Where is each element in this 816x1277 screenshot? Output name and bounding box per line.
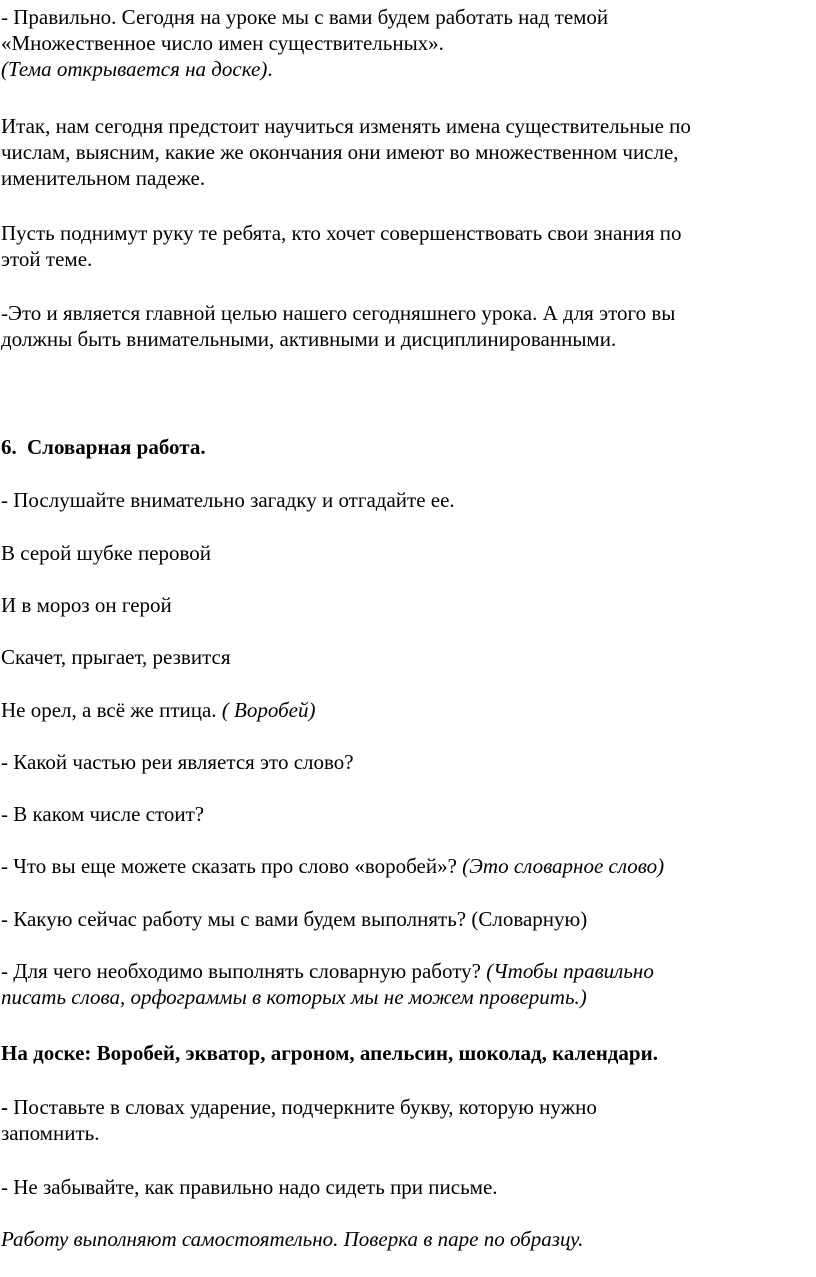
text-line: числам, выясним, какие же окончания они имеют во множественном числе,: [1, 140, 679, 164]
text-line: этой теме.: [1, 247, 93, 271]
riddle-line: Не орел, а всё же птица.: [1, 698, 217, 722]
riddle-last-line: [1, 697, 813, 723]
answer: (Чтобы правильно: [486, 959, 654, 983]
riddle-intro: - Послушайте внимательно загадку и отгадайте ее.: [1, 488, 455, 512]
posture-reminder: - Не забывайте, как правильно надо сидеть при письме.: [1, 1175, 498, 1199]
question: - В каком числе стоит?: [1, 802, 205, 826]
board-note-tail: .: [267, 57, 273, 81]
text-line: [1, 958, 813, 984]
riddle-line: В серой шубке перовой: [1, 541, 212, 565]
riddle-answer: ( Воробей): [221, 698, 316, 722]
section-heading: [1, 434, 813, 460]
answer: писать слова, орфограммы в которых мы не можем проверить.): [1, 985, 587, 1009]
question: - Какую сейчас работу мы с вами будем выполнять? (Словарную): [1, 907, 588, 931]
riddle-line: И в мороз он герой: [1, 593, 172, 617]
text-line: Итак, нам сегодня предстоит научиться изменять имена существительные по: [1, 114, 691, 138]
text-line: «Множественное число имен существительных».: [1, 31, 444, 55]
question: - Для чего необходимо выполнять словарную работу?: [1, 959, 481, 983]
text-line: -Это и является главной целью нашего сегодняшнего урока. А для этого вы: [1, 301, 676, 325]
board-note: (Тема открывается на доске): [1, 57, 268, 81]
riddle-line: Скачет, прыгает, резвится: [1, 645, 231, 669]
stress-instruction: [1, 1094, 813, 1146]
final-note: Работу выполняют самостоятельно. Поверка в паре по образцу.: [1, 1227, 584, 1251]
section-title: Словарная работа.: [27, 435, 206, 459]
main-goal-paragraph: [1, 300, 813, 352]
text-line: [1, 56, 813, 82]
question-with-answer: [1, 958, 813, 1010]
lesson-goal-paragraph: [1, 113, 813, 191]
board-words: На доске: Воробей, экватор, агроном, апельсин, шоколад, календари.: [1, 1041, 658, 1065]
text-line: именительном падеже.: [1, 166, 206, 190]
dash: -: [1, 1095, 8, 1119]
question: - Какой частью реи является это слово?: [1, 750, 354, 774]
text-line: запомнить.: [1, 1121, 100, 1145]
intro-paragraph: [1, 4, 813, 82]
text-line: должны быть внимательными, активными и дисциплинированными.: [1, 327, 617, 351]
instruction-text: Поставьте в словах ударение, подчеркните букву, которую нужно: [8, 1095, 597, 1119]
question-with-answer: [1, 853, 813, 879]
question: - Что вы еще можете сказать про слово «воробей»?: [1, 854, 457, 878]
raise-hands-paragraph: [1, 220, 813, 272]
answer: (Это словарное слово): [462, 854, 665, 878]
text-line: - Правильно. Сегодня на уроке мы с вами будем работать над темой: [1, 5, 609, 29]
section-number: 6.: [1, 435, 17, 459]
text-line: [1, 1094, 813, 1120]
text-line: Пусть поднимут руку те ребята, кто хочет совершенствовать свои знания по: [1, 221, 682, 245]
